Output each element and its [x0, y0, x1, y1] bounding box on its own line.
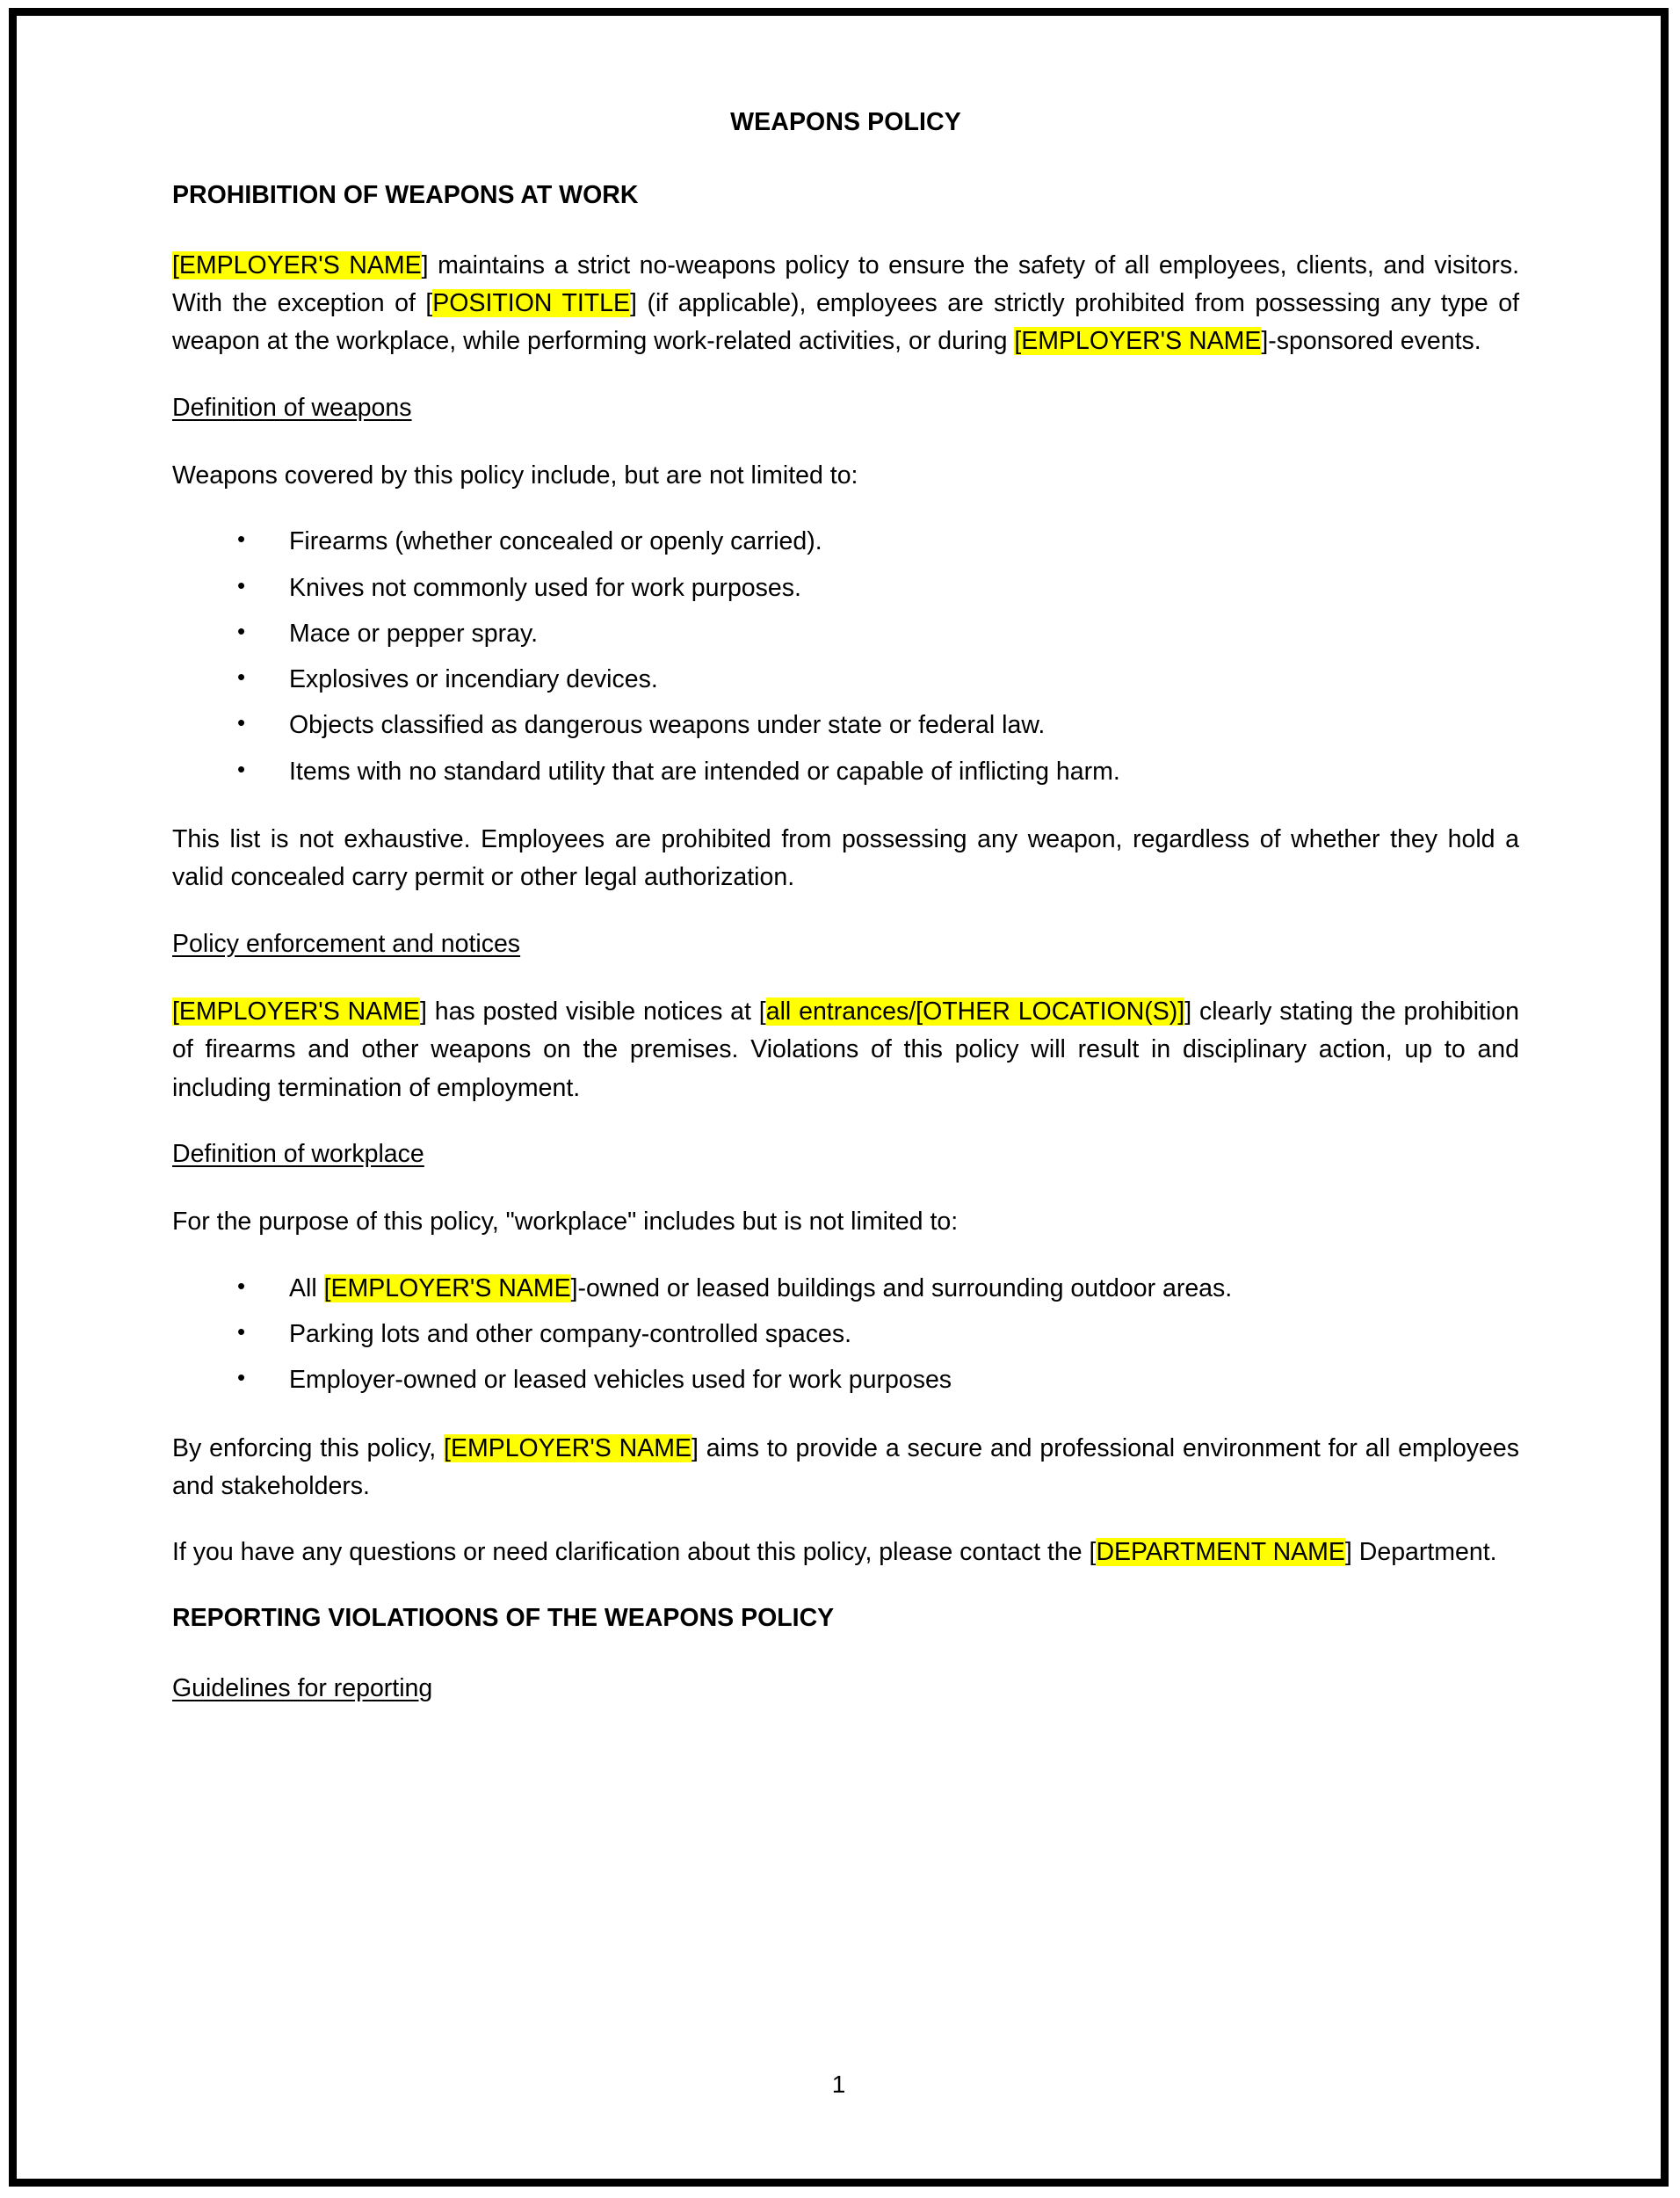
closing-text-1: By enforcing this policy,	[172, 1433, 445, 1462]
paragraph-intro	[172, 247, 1519, 361]
paragraph-enforcement	[172, 993, 1519, 1107]
placeholder-employer-name: [EMPLOYER'S NAME	[1014, 327, 1262, 356]
subheading-label: Policy enforcement and notices	[172, 929, 521, 958]
workplace-item1-post: ]-owned or leased buildings and surrounding outdoor areas.	[570, 1273, 1233, 1302]
document-title: WEAPONS POLICY	[730, 108, 961, 136]
page-number: 1	[831, 2071, 846, 2098]
document-body	[172, 104, 1519, 1737]
enforcement-text-2: ] clearly stating the prohibition of firearms and other weapons on the premises. Violations of this policy will result in disciplinary action, up to and including termination of employment.	[172, 997, 1520, 1102]
list-item	[172, 1270, 1519, 1308]
placeholder-department-name: DEPARTMENT NAME	[1096, 1538, 1345, 1567]
intro-text-2: ] (if applicable), employees are strictly prohibited from possessing any type of weapon at the workplace, while performing work-related activities, or during	[172, 288, 1519, 356]
subheading-label: Guidelines for reporting	[172, 1673, 433, 1702]
paragraph-closing	[172, 1430, 1519, 1506]
contact-text-2: ] Department.	[1344, 1538, 1497, 1567]
contact-text-1: If you have any questions or need clarification about this policy, please contact the [	[172, 1538, 1097, 1567]
list-item: • Objects classified as dangerous weapons under state or federal law.	[172, 707, 1519, 744]
enforcement-text-1: ] has posted visible notices at [	[419, 997, 766, 1026]
paragraph-weapons-lead: Weapons covered by this policy include, but are not limited to:	[172, 461, 858, 490]
subheading-label: Definition of weapons	[172, 393, 412, 422]
placeholder-position-title: POSITION TITLE	[432, 288, 631, 317]
placeholder-other-locations: all entrances/[OTHER LOCATION(S)]	[765, 997, 1185, 1026]
subheading-definition-of-workplace	[172, 1135, 1519, 1173]
intro-text-3: ]-sponsored events.	[1261, 327, 1481, 356]
intro-text-1: ] maintains a strict no-weapons policy to ensure the safety of all employees, clients, and visitors. With the exception of [	[172, 250, 1519, 317]
weapons-list	[172, 523, 1519, 791]
placeholder-employer-name: [EMPLOYER'S NAME	[172, 250, 422, 279]
section-heading-reporting: REPORTING VIOLATIOONS OF THE WEAPONS POLICY	[172, 1604, 835, 1633]
subheading-definition-of-weapons	[172, 389, 1519, 427]
subheading-label: Definition of workplace	[172, 1139, 424, 1168]
workplace-item1-pre: All	[289, 1273, 324, 1302]
placeholder-employer-name: [EMPLOYER'S NAME	[323, 1273, 571, 1302]
subheading-guidelines-for-reporting	[172, 1670, 1519, 1708]
list-item: • Employer-owned or leased vehicles used for work purposes	[172, 1361, 1519, 1399]
subheading-policy-enforcement	[172, 925, 1519, 963]
document-page	[17, 16, 1661, 2179]
placeholder-employer-name: [EMPLOYER'S NAME	[444, 1433, 692, 1462]
list-item: • Firearms (whether concealed or openly carried).	[172, 523, 1519, 561]
list-item: • Parking lots and other company-controlled spaces.	[172, 1316, 1519, 1353]
paragraph-list-not-exhaustive: This list is not exhaustive. Employees are prohibited from possessing any weapon, regardless of whether they hold a valid concealed carry permit or other legal authorization.	[172, 825, 1519, 892]
section-heading-prohibition: PROHIBITION OF WEAPONS AT WORK	[172, 181, 639, 210]
closing-text-2: ] aims to provide a secure and professional environment for all employees and stakeholders.	[172, 1433, 1519, 1500]
list-item: • Knives not commonly used for work purposes.	[172, 569, 1519, 607]
paragraph-contact	[172, 1534, 1519, 1571]
list-item: • Items with no standard utility that are intended or capable of inflicting harm.	[172, 753, 1519, 791]
workplace-list	[172, 1270, 1519, 1400]
list-item: • Mace or pepper spray.	[172, 615, 1519, 653]
document-page-frame	[9, 8, 1669, 2187]
placeholder-employer-name: [EMPLOYER'S NAME	[172, 997, 420, 1026]
list-item: • Explosives or incendiary devices.	[172, 661, 1519, 699]
paragraph-workplace-lead: For the purpose of this policy, "workplace" includes but is not limited to:	[172, 1208, 959, 1237]
